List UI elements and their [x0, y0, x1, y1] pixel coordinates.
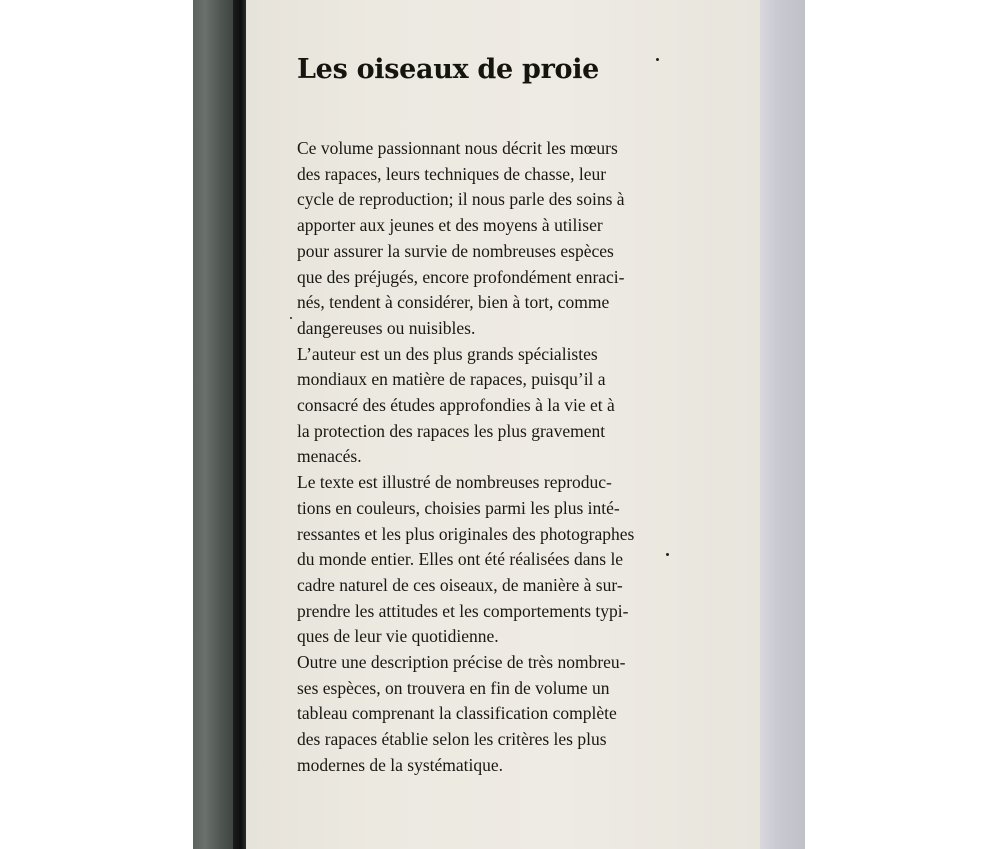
background [805, 0, 999, 849]
text-line: pour assurer la survie de nombreuses espèces [297, 240, 614, 261]
body-text [297, 136, 717, 779]
text-line: tableau comprenant la classification complète [297, 703, 617, 724]
text-line: ses espèces, on trouvera en fin de volume un [297, 677, 610, 698]
text-line: dangereuses ou nuisibles. [297, 317, 476, 338]
text-line: menacés. [297, 446, 362, 467]
text-line: cadre naturel de ces oiseaux, de manière à sur- [297, 574, 623, 595]
text-line: du monde entier. Elles ont été réalisées dans le [297, 549, 624, 570]
text-line: cycle de reproduction; il nous parle des soins à [297, 189, 625, 210]
text-line: nés, tendent à considérer, bien à tort, comme [297, 292, 610, 313]
text-line: L’auteur est un des plus grands spécialistes [297, 343, 598, 364]
text-line: modernes de la systématique. [297, 754, 504, 775]
text-line: la protection des rapaces les plus gravement [297, 420, 606, 441]
text-line: Outre une description précise de très nombreu- [297, 652, 626, 673]
text-line: apporter aux jeunes et des moyens à utiliser [297, 215, 603, 236]
text-line: Le texte est illustré de nombreuses reproduc- [297, 472, 612, 493]
text-line: prendre les attitudes et les comportements typi- [297, 600, 629, 621]
ink-speck [290, 317, 292, 319]
text-line: consacré des études approfondies à la vie et à [297, 395, 615, 416]
page-edge [760, 0, 805, 849]
text-line: Ce volume passionnant nous décrit les mœurs [297, 138, 618, 158]
text-line: des rapaces, leurs techniques de chasse, leur [297, 163, 607, 184]
text-line: tions en couleurs, choisies parmi les plus inté- [297, 497, 620, 518]
spine-edge [233, 0, 246, 849]
ink-speck [656, 58, 659, 61]
book-spine [193, 0, 233, 849]
text-line: mondiaux en matière de rapaces, puisqu’il a [297, 369, 606, 390]
text-line: que des préjugés, encore profondément enraci- [297, 266, 625, 287]
page-title: Les oiseaux de proie [297, 54, 600, 85]
text-line: ressantes et les plus originales des photographes [297, 523, 635, 544]
text-line: des rapaces établie selon les critères les plus [297, 729, 607, 750]
ink-speck [666, 553, 669, 556]
text-line: ques de leur vie quotidienne. [297, 626, 499, 647]
